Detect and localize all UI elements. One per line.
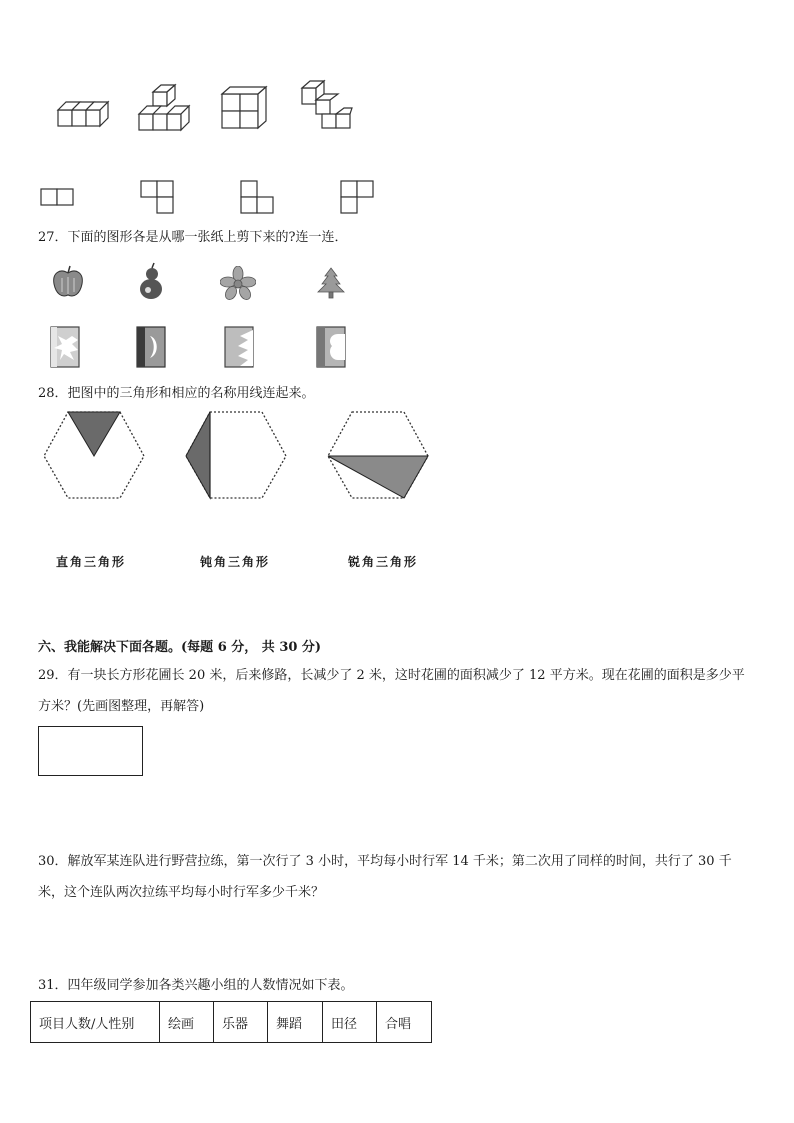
hexagon-obtuse-triangle: [182, 408, 290, 500]
apple-icon: [50, 264, 86, 300]
hexagon-acute-triangle: [324, 408, 432, 500]
table-header-cell: 田径: [323, 1002, 377, 1043]
question-31-number: 31．: [38, 978, 68, 993]
view-1-icon: [40, 188, 76, 208]
gourd-icon: [134, 262, 168, 302]
cube-stack-2-icon: [135, 82, 195, 134]
question-27-number: 27．: [38, 230, 68, 245]
question-28-number: 28．: [38, 386, 68, 401]
section-6-score: (每题 6 分， 共 30 分): [181, 640, 322, 655]
label-right-triangle: 直角三角形: [56, 555, 127, 569]
label-acute-triangle: 锐角三角形: [348, 555, 419, 569]
hexagon-right-triangle: [40, 408, 148, 500]
paper-apple-icon: [316, 326, 346, 368]
question-30-text: 解放军某连队进行野营拉练，第一次行了 3 小时，平均每小时行军 14 千米；第二次用了同样的时间，共行了 30 千米，这个连队两次拉练平均每小时行军多少千米？: [38, 854, 732, 900]
label-obtuse-triangle: 钝角三角形: [200, 555, 271, 569]
question-27-text: 下面的图形各是从哪一张纸上剪下来的?连一连．: [67, 230, 348, 245]
question-28: [38, 384, 315, 404]
cube-stack-3-icon: [218, 84, 274, 132]
view-3-icon: [240, 180, 276, 216]
question-31: [38, 976, 354, 996]
table-row: [31, 1002, 432, 1043]
question-31-text: 四年级同学参加各类兴趣小组的人数情况如下表。: [67, 978, 354, 993]
paper-flower-icon: [50, 326, 80, 368]
table-header-cell: 舞蹈: [268, 1002, 323, 1043]
view-4-icon: [340, 180, 376, 216]
table-header-cell: 绘画: [160, 1002, 214, 1043]
question-28-text: 把图中的三角形和相应的名称用线连起来。: [67, 386, 315, 401]
table-header-cell: 乐器: [214, 1002, 268, 1043]
question-29: [38, 660, 754, 722]
interest-group-table: [30, 1001, 432, 1043]
table-header-cell: 项目人数/人性别: [31, 1002, 160, 1043]
cube-stack-1-icon: [52, 96, 112, 132]
question-29-number: 29．: [38, 668, 68, 683]
section-6-title: [38, 638, 321, 658]
question-30: [38, 846, 754, 908]
flower-icon: [220, 266, 256, 300]
drawing-box: [38, 726, 143, 776]
question-29-text: 有一块长方形花圃长 20 米，后来修路，长减少了 2 米，这时花圃的面积减少了 12 平方米。现在花圃的面积是多少平方米？(先画图整理，再解答): [38, 668, 745, 714]
table-header-cell: 合唱: [377, 1002, 432, 1043]
tree-icon: [314, 266, 348, 300]
question-30-number: 30．: [38, 854, 68, 869]
cube-stack-4-icon: [298, 78, 356, 132]
paper-tree-icon: [224, 326, 254, 368]
question-27: [38, 228, 348, 248]
section-6-heading: 六、我能解决下面各题。: [38, 640, 182, 655]
view-2-icon: [140, 180, 176, 216]
paper-moon-icon: [136, 326, 166, 368]
